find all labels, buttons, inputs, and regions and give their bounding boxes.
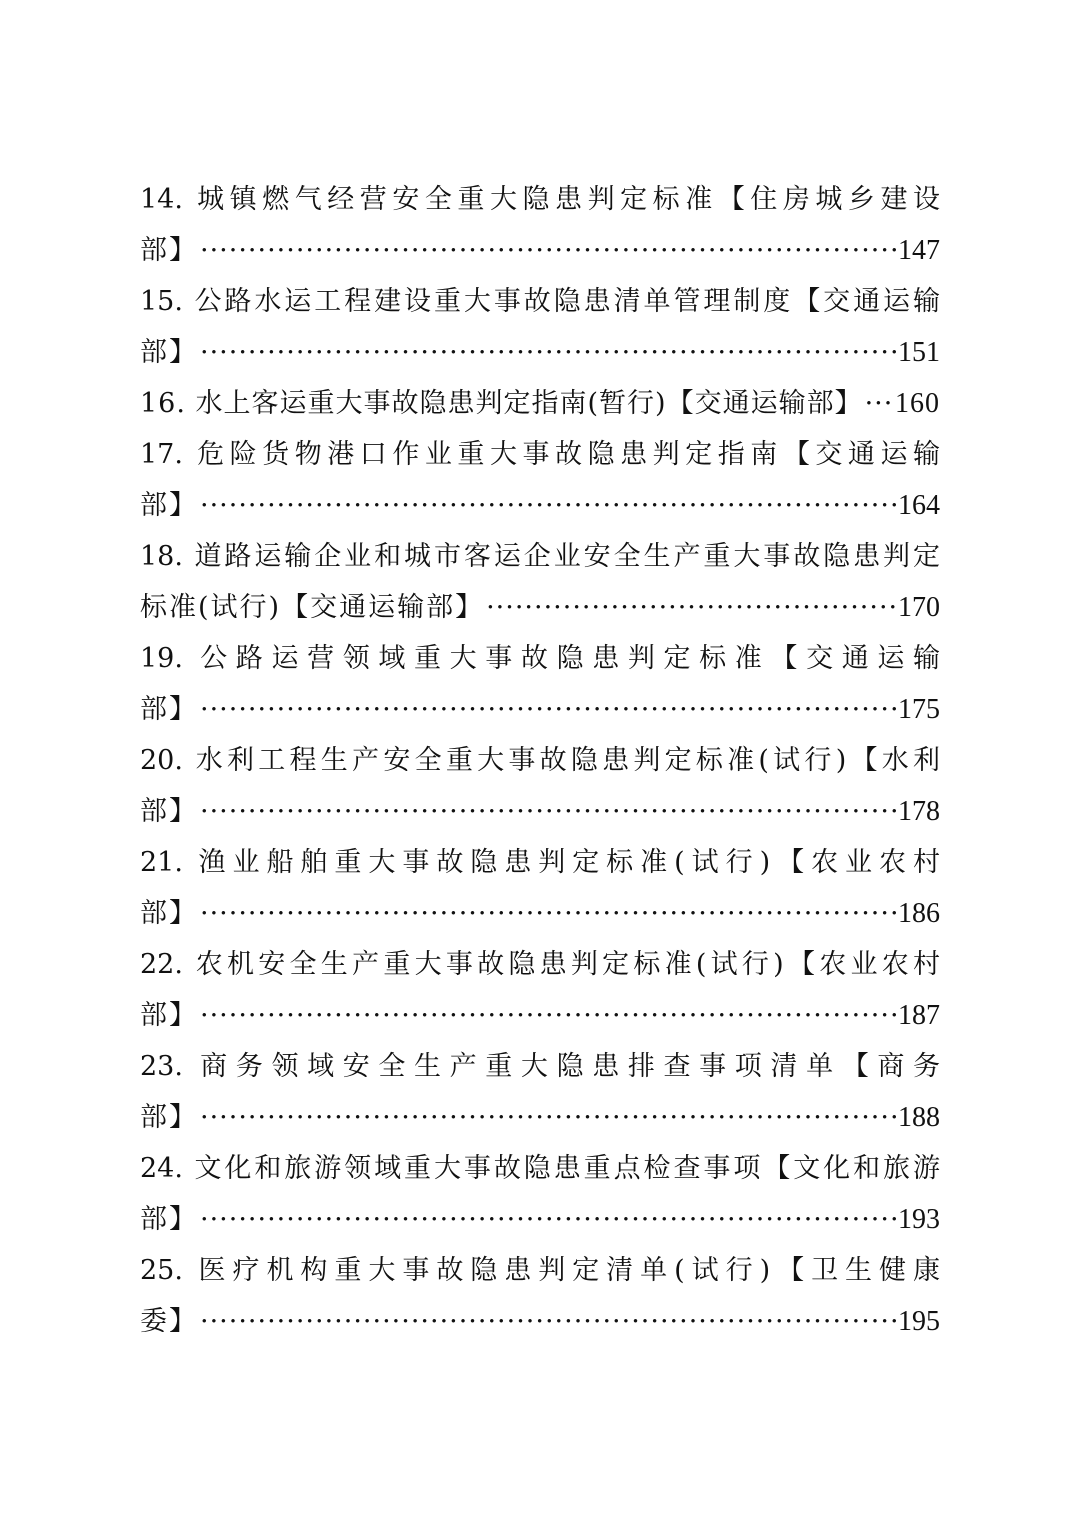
toc-entry-title: 16. 水上客运重大事故隐患判定指南(暂行)【交通运输部】 [140, 388, 863, 419]
toc-page-number: 151 [898, 337, 940, 368]
toc-entry-24[interactable] [140, 1143, 940, 1245]
toc-entry-title-continued: 部】 [140, 490, 198, 521]
toc-entry-21[interactable] [140, 837, 940, 939]
toc-entry-25[interactable] [140, 1245, 940, 1347]
dot-leader [198, 327, 898, 378]
toc-entry-title: 21. 渔业船舶重大事故隐患判定标准(试行)【农业农村 [140, 847, 940, 878]
dot-leader [198, 888, 898, 939]
toc-entry-22[interactable] [140, 939, 940, 1041]
toc-entry-title-continued: 部】 [140, 337, 198, 368]
toc-entry-title: 24. 文化和旅游领域重大事故隐患重点检查事项【文化和旅游 [140, 1153, 940, 1184]
toc-page-number: 175 [898, 694, 940, 725]
dot-leader [198, 1092, 898, 1143]
toc-page-number: 193 [898, 1204, 940, 1235]
toc-entry-title: 22. 农机安全生产重大事故隐患判定标准(试行)【农业农村 [140, 949, 940, 980]
toc-entry-20[interactable] [140, 735, 940, 837]
toc-entry-title-continued: 部】 [140, 898, 198, 929]
toc-page-number: 187 [898, 1000, 940, 1031]
toc-page-number: 170 [898, 592, 940, 623]
toc-page-number: 195 [898, 1306, 940, 1337]
toc-page-number: 188 [898, 1102, 940, 1133]
toc-entry-19[interactable] [140, 633, 940, 735]
toc-page-number: 160 [895, 388, 940, 419]
toc-entry-title: 19. 公路运营领域重大事故隐患判定标准【交通运输 [140, 643, 940, 674]
toc-entry-title-continued: 部】 [140, 796, 198, 827]
dot-leader [198, 990, 898, 1041]
toc-entry-title: 17. 危险货物港口作业重大事故隐患判定指南【交通运输 [140, 439, 940, 470]
toc-entry-18[interactable] [140, 531, 940, 633]
toc-page-number: 178 [898, 796, 940, 827]
toc-entry-title-continued: 部】 [140, 235, 198, 266]
toc-entry-title-continued: 部】 [140, 694, 198, 725]
dot-leader [484, 582, 898, 633]
dot-leader [198, 786, 898, 837]
toc-entry-title: 15. 公路水运工程建设重大事故隐患清单管理制度【交通运输 [140, 286, 940, 317]
toc-entry-title: 20. 水利工程生产安全重大事故隐患判定标准(试行)【水利 [140, 745, 940, 776]
dot-leader [198, 684, 898, 735]
toc-entry-title-continued: 标准(试行)【交通运输部】 [140, 592, 485, 623]
dot-leader [863, 378, 895, 429]
toc-entry-16[interactable] [140, 378, 940, 429]
toc-entry-title-continued: 部】 [140, 1102, 198, 1133]
toc-entry-14[interactable] [140, 174, 940, 276]
toc-entry-title-continued: 部】 [140, 1000, 198, 1031]
toc-page-number: 164 [898, 490, 940, 521]
toc-page-number: 186 [898, 898, 940, 929]
dot-leader [198, 225, 898, 276]
dot-leader [198, 1194, 898, 1245]
toc-entry-15[interactable] [140, 276, 940, 378]
toc-entry-title: 18. 道路运输企业和城市客运企业安全生产重大事故隐患判定 [140, 541, 940, 572]
toc-entry-17[interactable] [140, 429, 940, 531]
toc-entry-title-continued: 部】 [140, 1204, 198, 1235]
toc-entry-title-continued: 委】 [140, 1306, 198, 1337]
toc-entry-23[interactable] [140, 1041, 940, 1143]
toc-page [140, 174, 940, 1347]
dot-leader [198, 1296, 898, 1347]
toc-entry-title: 23. 商务领域安全生产重大隐患排查事项清单【商务 [140, 1051, 940, 1082]
dot-leader [198, 480, 898, 531]
toc-entry-title: 25. 医疗机构重大事故隐患判定清单(试行)【卫生健康 [140, 1255, 940, 1286]
toc-entry-title: 14. 城镇燃气经营安全重大隐患判定标准【住房城乡建设 [140, 184, 940, 215]
toc-page-number: 147 [898, 235, 940, 266]
